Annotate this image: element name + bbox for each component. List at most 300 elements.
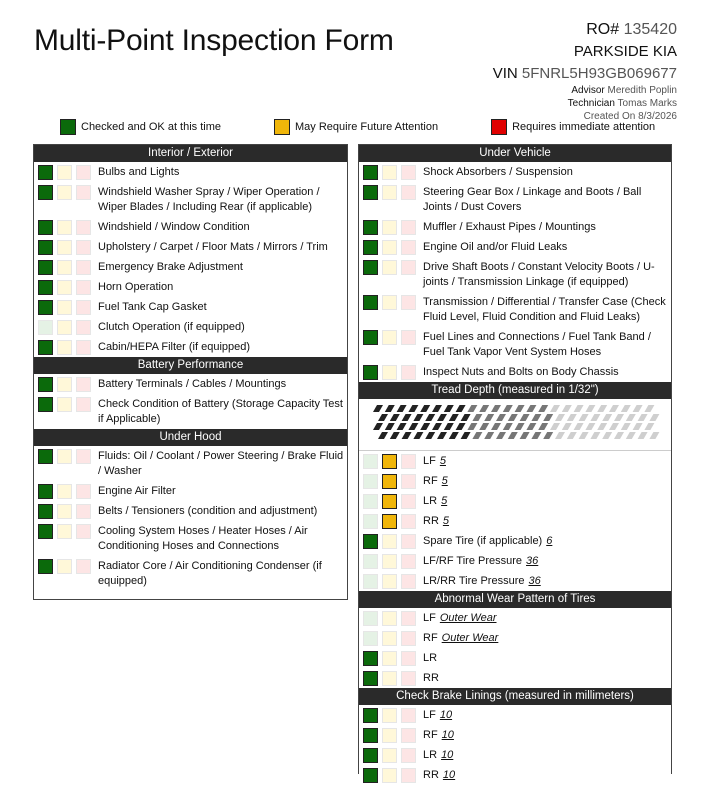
yellow-status-box (382, 454, 397, 469)
item-text: Drive Shaft Boots / Constant Velocity Boots / U-joints / Transmission Linkage (if equipped) (423, 261, 655, 288)
tread-block (550, 405, 560, 412)
item-label (95, 449, 347, 479)
tread-block (590, 414, 600, 421)
status-boxes (363, 554, 420, 569)
tread-block (597, 405, 607, 412)
checklist-row (359, 745, 671, 765)
status-boxes (363, 631, 420, 646)
status-boxes (363, 728, 420, 743)
tread-block (644, 405, 654, 412)
checklist-row (34, 182, 347, 217)
item-measurement: 36 (528, 575, 541, 587)
red-status-box (76, 397, 91, 412)
checklist-row (34, 481, 347, 501)
status-boxes (38, 484, 95, 499)
created-date: Created On 8/3/2026 (583, 111, 677, 122)
checklist-row (34, 257, 347, 277)
tread-block (562, 405, 572, 412)
tread-block (649, 432, 659, 439)
green-status-box (363, 494, 378, 509)
checklist-row (34, 317, 347, 337)
tread-block (585, 405, 595, 412)
status-boxes (363, 574, 420, 589)
green-status-box (363, 260, 378, 275)
yellow-status-box (382, 260, 397, 275)
advisor-label: Advisor (571, 85, 605, 96)
red-status-box (401, 671, 416, 686)
red-status-box (76, 260, 91, 275)
red-status-box (401, 185, 416, 200)
item-text: Bulbs and Lights (98, 166, 180, 178)
tread-block (397, 423, 407, 430)
red-status-box (401, 165, 416, 180)
item-text: Clutch Operation (if equipped) (98, 321, 245, 333)
yellow-status-box (382, 611, 397, 626)
red-status-box (76, 449, 91, 464)
section-header-brakes: Check Brake Linings (measured in millimeters) (359, 688, 671, 705)
green-status-box (363, 574, 378, 589)
tread-block (479, 405, 489, 412)
section-header-wear: Abnormal Wear Pattern of Tires (359, 591, 671, 608)
ro-number: 135420 (623, 21, 677, 38)
item-text: Fuel Lines and Connections / Fuel Tank Band / Fuel Tank Vapor Vent System Hoses (423, 331, 651, 358)
green-status-box (38, 220, 53, 235)
item-label (95, 320, 245, 335)
red-status-box (401, 260, 416, 275)
tread-block (614, 414, 624, 421)
status-boxes (38, 377, 95, 392)
item-label (95, 260, 243, 275)
yellow-status-box (57, 377, 72, 392)
yellow-status-box (57, 504, 72, 519)
legend-yellow-swatch (274, 119, 290, 135)
item-text: Fuel Tank Cap Gasket (98, 301, 207, 313)
checklist-row (34, 501, 347, 521)
item-text: Windshield / Window Condition (98, 221, 250, 233)
status-boxes (363, 748, 420, 763)
checklist-row (34, 556, 347, 591)
checklist-row (359, 571, 671, 591)
item-text: RF (423, 632, 438, 644)
green-status-box (363, 651, 378, 666)
tread-block (626, 432, 636, 439)
item-label (420, 165, 573, 180)
checklist-row (359, 292, 671, 327)
item-measurement: Outer Wear (441, 632, 499, 644)
yellow-status-box (57, 559, 72, 574)
tread-block (437, 414, 447, 421)
repair-order (493, 20, 677, 40)
item-text: RR (423, 515, 439, 527)
item-text: Battery Terminals / Cables / Mountings (98, 378, 287, 390)
legend-immediate-label: Requires immediate attention (512, 121, 656, 133)
advisor (493, 84, 677, 97)
tread-block (373, 405, 383, 412)
status-boxes (38, 185, 95, 200)
status-boxes (38, 397, 95, 412)
tread-block (621, 423, 631, 430)
item-text: LF (423, 612, 436, 624)
red-status-box (76, 377, 91, 392)
green-status-box (363, 708, 378, 723)
tread-block (378, 414, 388, 421)
tread-block (413, 414, 423, 421)
item-measurement: 5 (439, 455, 446, 467)
section-interior (34, 162, 347, 357)
yellow-status-box (382, 330, 397, 345)
tread-block (590, 432, 600, 439)
tread-block (543, 414, 553, 421)
left-column (33, 144, 348, 600)
item-label (95, 240, 328, 255)
yellow-status-box (57, 397, 72, 412)
green-status-box (363, 611, 378, 626)
red-status-box (76, 524, 91, 539)
status-boxes (363, 768, 420, 783)
tread-block (538, 405, 548, 412)
legend-future-label: May Require Future Attention (295, 121, 439, 133)
item-measurement: 10 (441, 729, 454, 741)
tread-block (496, 432, 506, 439)
tread-block (609, 405, 619, 412)
checklist-row (34, 162, 347, 182)
red-status-box (401, 295, 416, 310)
item-measurement: 5 (442, 515, 450, 527)
status-boxes (38, 320, 95, 335)
item-text: LF (423, 709, 436, 721)
tread-block (520, 432, 530, 439)
legend-green-swatch (60, 119, 76, 135)
tread-block (484, 432, 494, 439)
legend-future (274, 119, 438, 135)
legend (60, 119, 708, 135)
status-boxes (363, 220, 420, 235)
tread-block (562, 423, 572, 430)
checklist-row (34, 337, 347, 357)
red-status-box (401, 474, 416, 489)
tread-block (472, 432, 482, 439)
green-status-box (363, 748, 378, 763)
checklist-row (359, 551, 671, 571)
tread-block (644, 423, 654, 430)
tread-block (555, 432, 565, 439)
status-boxes (38, 504, 95, 519)
tread-block (420, 405, 430, 412)
item-label (420, 514, 449, 529)
tread-block (456, 423, 466, 430)
red-status-box (401, 611, 416, 626)
tread-block (413, 432, 423, 439)
item-label (420, 748, 453, 763)
yellow-status-box (382, 474, 397, 489)
status-boxes (38, 260, 95, 275)
status-boxes (363, 534, 420, 549)
red-status-box (401, 748, 416, 763)
item-text: Spare Tire (if applicable) (423, 535, 543, 547)
tread-block (385, 405, 395, 412)
checklist-row (359, 237, 671, 257)
tread-block (515, 405, 525, 412)
checklist-row (34, 446, 347, 481)
checklist-row (359, 217, 671, 237)
tread-block (602, 414, 612, 421)
status-boxes (363, 494, 420, 509)
tread-block (609, 423, 619, 430)
item-text: LF (423, 455, 436, 467)
checklist-row (359, 765, 671, 785)
green-status-box (363, 240, 378, 255)
checklist-row (34, 237, 347, 257)
tread-block (597, 423, 607, 430)
yellow-status-box (382, 165, 397, 180)
green-status-box (363, 534, 378, 549)
tread-block (402, 432, 412, 439)
yellow-status-box (382, 651, 397, 666)
advisor-name: Meredith Poplin (607, 85, 677, 96)
item-label (95, 559, 347, 589)
tread-block (526, 423, 536, 430)
legend-immediate (491, 119, 655, 135)
item-label (420, 474, 448, 489)
item-label (95, 397, 347, 427)
tread-block (461, 432, 471, 439)
item-text: Belts / Tensioners (condition and adjustment) (98, 505, 318, 517)
checklist-row (359, 362, 671, 382)
tread-block (467, 405, 477, 412)
legend-ok-label: Checked and OK at this time (81, 121, 222, 133)
checklist-row (359, 608, 671, 628)
right-column (358, 144, 672, 781)
item-text: Steering Gear Box / Linkage and Boots / Ball Joints / Dust Covers (423, 186, 642, 213)
item-text: Muffler / Exhaust Pipes / Mountings (423, 221, 596, 233)
section-header-vehicle: Under Vehicle (359, 145, 671, 162)
item-text: LR (423, 652, 438, 664)
red-status-box (76, 300, 91, 315)
tread-block (491, 405, 501, 412)
yellow-status-box (57, 165, 72, 180)
yellow-status-box (382, 671, 397, 686)
status-boxes (363, 295, 420, 310)
item-text: LR (423, 495, 438, 507)
yellow-status-box (382, 768, 397, 783)
item-label (420, 220, 596, 235)
tread-block (467, 423, 477, 430)
red-status-box (76, 185, 91, 200)
status-boxes (38, 240, 95, 255)
green-status-box (38, 165, 53, 180)
tread-block (633, 405, 643, 412)
tread-block (496, 414, 506, 421)
tread-block (397, 405, 407, 412)
item-text: Shock Absorbers / Suspension (423, 166, 573, 178)
tread-block (574, 405, 584, 412)
yellow-status-box (382, 295, 397, 310)
technician-name: Tomas Marks (617, 98, 677, 109)
section-tread (359, 451, 671, 591)
yellow-status-box (57, 240, 72, 255)
status-boxes (363, 260, 420, 275)
tread-block (621, 405, 631, 412)
checklist-row (359, 531, 671, 551)
item-text: Emergency Brake Adjustment (98, 261, 243, 273)
tread-block (649, 414, 659, 421)
item-measurement: 5 (441, 495, 448, 507)
item-label (420, 708, 452, 723)
tread-block (574, 423, 584, 430)
green-status-box (38, 280, 53, 295)
red-status-box (401, 494, 416, 509)
yellow-status-box (382, 365, 397, 380)
yellow-status-box (57, 524, 72, 539)
tread-block (543, 432, 553, 439)
status-boxes (363, 240, 420, 255)
red-status-box (76, 559, 91, 574)
tread-block (503, 423, 513, 430)
tread-block (385, 423, 395, 430)
checklist-row (359, 182, 671, 217)
tread-block (585, 423, 595, 430)
yellow-status-box (382, 240, 397, 255)
red-status-box (76, 240, 91, 255)
red-status-box (401, 220, 416, 235)
item-label (420, 611, 497, 626)
status-boxes (38, 449, 95, 464)
status-boxes (363, 514, 420, 529)
red-status-box (76, 165, 91, 180)
green-status-box (363, 295, 378, 310)
green-status-box (38, 240, 53, 255)
item-label (420, 240, 567, 255)
red-status-box (401, 534, 416, 549)
item-text: Inspect Nuts and Bolts on Body Chassis (423, 366, 619, 378)
status-boxes (363, 611, 420, 626)
red-status-box (401, 574, 416, 589)
item-label (95, 165, 179, 180)
tread-block (626, 414, 636, 421)
status-boxes (38, 559, 95, 574)
tread-block (390, 432, 400, 439)
tread-block (520, 414, 530, 421)
green-status-box (38, 504, 53, 519)
tread-block (491, 423, 501, 430)
yellow-status-box (57, 220, 72, 235)
section-wear (359, 608, 671, 688)
green-status-box (38, 300, 53, 315)
status-boxes (363, 474, 420, 489)
tread-block (567, 414, 577, 421)
yellow-status-box (57, 300, 72, 315)
tread-block (614, 432, 624, 439)
red-status-box (76, 340, 91, 355)
red-status-box (401, 554, 416, 569)
status-boxes (363, 365, 420, 380)
yellow-status-box (382, 708, 397, 723)
item-label (420, 574, 541, 589)
tread-block (444, 405, 454, 412)
yellow-status-box (57, 340, 72, 355)
yellow-status-box (57, 280, 72, 295)
tread-block (538, 423, 548, 430)
checklist-row (359, 511, 671, 531)
tread-block (390, 414, 400, 421)
ro-label: RO# (586, 21, 620, 38)
item-label (95, 484, 176, 499)
tread-block (503, 405, 513, 412)
item-text: Engine Oil and/or Fluid Leaks (423, 241, 568, 253)
green-status-box (38, 260, 53, 275)
green-status-box (363, 671, 378, 686)
checklist-row (359, 471, 671, 491)
tread-block (484, 414, 494, 421)
item-label (420, 454, 446, 469)
tread-block (449, 414, 459, 421)
yellow-status-box (382, 728, 397, 743)
tread-block (378, 432, 388, 439)
green-status-box (38, 484, 53, 499)
order-header (493, 20, 677, 123)
green-status-box (38, 185, 53, 200)
section-header-hood: Under Hood (34, 429, 347, 446)
item-text: Windshield Washer Spray / Wiper Operation / Wiper Blades / Including Rear (if applicable) (98, 186, 320, 213)
status-boxes (363, 708, 420, 723)
status-boxes (363, 185, 420, 200)
green-status-box (363, 554, 378, 569)
red-status-box (401, 330, 416, 345)
yellow-status-box (382, 220, 397, 235)
checklist-row (34, 374, 347, 394)
section-battery (34, 374, 347, 429)
green-status-box (38, 559, 53, 574)
green-status-box (363, 165, 378, 180)
item-text: Horn Operation (98, 281, 174, 293)
status-boxes (363, 671, 420, 686)
red-status-box (76, 504, 91, 519)
tread-block (579, 432, 589, 439)
checklist-row (359, 451, 671, 471)
item-measurement: 36 (526, 555, 539, 567)
item-text: LF/RF Tire Pressure (423, 555, 523, 567)
red-status-box (76, 280, 91, 295)
green-status-box (38, 449, 53, 464)
red-status-box (401, 365, 416, 380)
tread-block (408, 405, 418, 412)
technician-label: Technician (567, 98, 615, 109)
yellow-status-box (382, 631, 397, 646)
red-status-box (76, 220, 91, 235)
item-measurement: 10 (439, 709, 453, 721)
item-label (420, 330, 671, 360)
tire-tread-icon (373, 403, 658, 447)
green-status-box (363, 330, 378, 345)
legend-red-swatch (491, 119, 507, 135)
tread-block (567, 432, 577, 439)
section-header-battery: Battery Performance (34, 357, 347, 374)
tread-block (638, 414, 648, 421)
green-status-box (38, 397, 53, 412)
tread-block (550, 423, 560, 430)
item-text: LR/RR Tire Pressure (423, 575, 525, 587)
item-label (95, 280, 173, 295)
item-text: Radiator Core / Air Conditioning Condenser (if equipped) (98, 560, 322, 587)
yellow-status-box (57, 320, 72, 335)
red-status-box (401, 514, 416, 529)
item-text: Cooling System Hoses / Heater Hoses / Air Conditioning Hoses and Connections (98, 525, 308, 552)
green-status-box (363, 365, 378, 380)
status-boxes (38, 300, 95, 315)
checklist-row (34, 277, 347, 297)
item-label (95, 377, 286, 392)
item-label (420, 671, 439, 686)
